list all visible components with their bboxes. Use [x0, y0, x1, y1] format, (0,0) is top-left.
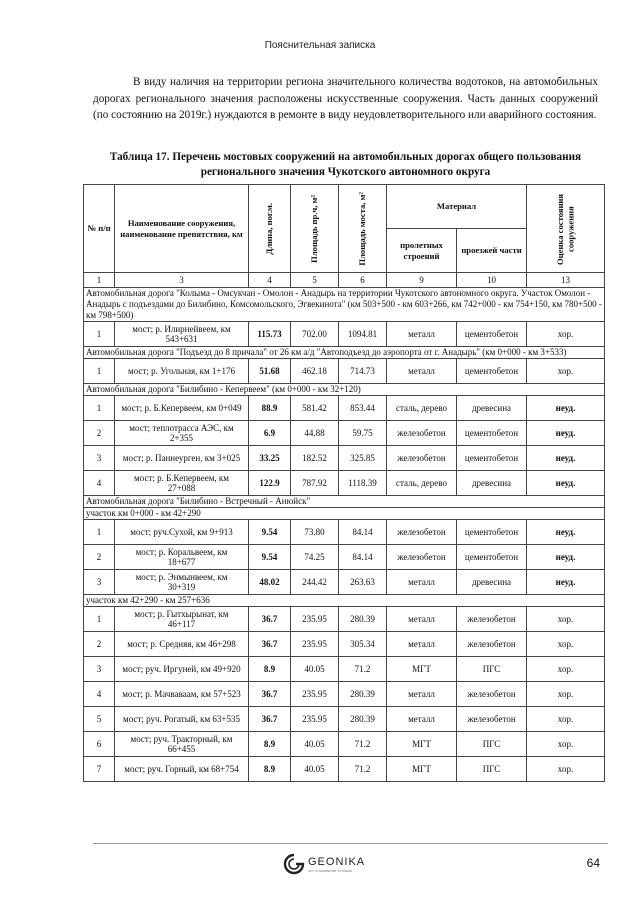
cell-num: 4 [84, 471, 115, 496]
cell-length: 51.68 [249, 359, 291, 384]
cell-area-bridge: 280.39 [339, 607, 387, 632]
col-number: 9 [387, 273, 457, 288]
table-row [84, 396, 605, 421]
cell-material-deck: ПГС [457, 732, 527, 757]
table-row [84, 682, 605, 707]
section-title: участок км 42+290 - км 257+636 [84, 595, 605, 607]
cell-area-bridge: 305.34 [339, 632, 387, 657]
page-header: Пояснительная записка [264, 40, 376, 51]
cell-length: 33.25 [249, 446, 291, 471]
cell-length: 36.7 [249, 707, 291, 732]
cell-name: мост; р. Б.Кепервеем, км 0+049 [115, 396, 249, 421]
cell-material-deck: ПГС [457, 657, 527, 682]
section-row [84, 496, 605, 508]
col-header-spans: пролетных строений [387, 229, 457, 273]
cell-material-spans: металл [387, 322, 457, 347]
cell-material-deck: цементобетон [457, 322, 527, 347]
cell-length: 8.9 [249, 757, 291, 782]
col-header-length-text: Длина, пог.м. [264, 202, 275, 255]
cell-material-deck: древесина [457, 396, 527, 421]
cell-num: 3 [84, 657, 115, 682]
cell-num: 3 [84, 570, 115, 595]
cell-material-deck: древесина [457, 570, 527, 595]
cell-name: мост; руч.Сухой, км 9+913 [115, 520, 249, 545]
cell-area-part: 235.95 [291, 707, 339, 732]
cell-material-spans: МГТ [387, 657, 457, 682]
cell-material-spans: МГТ [387, 757, 457, 782]
cell-name: мост; р. Паннеурген, км 3+025 [115, 446, 249, 471]
cell-material-deck: цементобетон [457, 545, 527, 570]
cell-area-part: 40.05 [291, 757, 339, 782]
cell-num: 5 [84, 707, 115, 732]
cell-length: 9.54 [249, 520, 291, 545]
table-row [84, 607, 605, 632]
cell-num: 1 [84, 322, 115, 347]
cell-name: мост; руч. Горный, км 68+754 [115, 757, 249, 782]
cell-condition: хор. [527, 607, 605, 632]
table-row [84, 632, 605, 657]
cell-num: 7 [84, 757, 115, 782]
col-header-condition-text: Оценка состояния сооружения [554, 192, 575, 265]
table-row [84, 471, 605, 496]
section-row [84, 595, 605, 607]
cell-condition: неуд. [527, 545, 605, 570]
cell-num: 1 [84, 396, 115, 421]
cell-num: 1 [84, 520, 115, 545]
section-row [84, 508, 605, 520]
col-header-material: Материал [387, 185, 527, 229]
col-header-area-part [291, 185, 339, 273]
table-row [84, 657, 605, 682]
col-header-length [249, 185, 291, 273]
cell-name: мост; р. Гытхырынат, км 46+117 [115, 607, 249, 632]
cell-area-part: 44.88 [291, 421, 339, 446]
cell-area-bridge: 59.75 [339, 421, 387, 446]
cell-area-bridge: 84.14 [339, 520, 387, 545]
cell-material-deck: цементобетон [457, 446, 527, 471]
cell-area-bridge: 1094.81 [339, 322, 387, 347]
cell-condition: неуд. [527, 471, 605, 496]
cell-material-deck: железобетон [457, 682, 527, 707]
col-number: 3 [115, 273, 249, 288]
cell-length: 48.02 [249, 570, 291, 595]
table-row [84, 545, 605, 570]
cell-area-part: 73.80 [291, 520, 339, 545]
cell-condition: хор. [527, 707, 605, 732]
cell-area-bridge: 71.2 [339, 757, 387, 782]
col-number: 10 [457, 273, 527, 288]
page-number: 64 [586, 856, 600, 870]
section-row [84, 288, 605, 322]
cell-area-bridge: 280.39 [339, 707, 387, 732]
footer-divider [93, 843, 608, 844]
section-row [84, 347, 605, 359]
geonika-logo [282, 852, 372, 878]
col-number: 13 [527, 273, 605, 288]
cell-material-spans: МГТ [387, 732, 457, 757]
cell-length: 36.7 [249, 632, 291, 657]
cell-area-bridge: 263.63 [339, 570, 387, 595]
table-caption: Таблица 17. Перечень мостовых сооружений на автомобильных дорогах общего пользования регионального значения Чукотского автономного округа [109, 151, 582, 178]
cell-material-spans: металл [387, 607, 457, 632]
cell-condition: неуд. [527, 570, 605, 595]
cell-length: 8.9 [249, 732, 291, 757]
cell-name: мост; теплотрасса АЭС, км 2+355 [115, 421, 249, 446]
col-header-area-bridge-text: Площадь моста, м² [357, 191, 368, 266]
table-row [84, 707, 605, 732]
cell-condition: хор. [527, 657, 605, 682]
intro-paragraph: В виду наличия на территории региона значительного количества водотоков, на автомобильных дорогах регионального значения расположены искусственные сооружения. Часть данных сооружений (по состоянию на 2019г.) нуждаются в ремонте в виду неудовлетворительного или аварийного состояния. [93, 76, 598, 121]
col-header-name: Наименование сооружения, наименование препятствия, км [115, 185, 249, 273]
cell-condition: хор. [527, 757, 605, 782]
cell-name: мост; р. Угольная, км 1+176 [115, 359, 249, 384]
cell-area-bridge: 280.39 [339, 682, 387, 707]
cell-material-spans: сталь, дерево [387, 396, 457, 421]
logo-tagline: CITY & TRANSPORT SYSTEMS [308, 869, 352, 873]
cell-material-spans: металл [387, 359, 457, 384]
cell-area-bridge: 71.2 [339, 732, 387, 757]
cell-condition: хор. [527, 359, 605, 384]
cell-area-part: 235.95 [291, 607, 339, 632]
table-row [84, 520, 605, 545]
section-title: участок км 0+000 - км 42+290 [84, 508, 605, 520]
cell-num: 3 [84, 446, 115, 471]
cell-material-deck: цементобетон [457, 421, 527, 446]
cell-length: 122.9 [249, 471, 291, 496]
cell-length: 8.9 [249, 657, 291, 682]
cell-area-bridge: 853.44 [339, 396, 387, 421]
cell-area-part: 182.52 [291, 446, 339, 471]
cell-num: 6 [84, 732, 115, 757]
cell-area-part: 74.25 [291, 545, 339, 570]
cell-condition: хор. [527, 732, 605, 757]
cell-area-part: 462.18 [291, 359, 339, 384]
cell-length: 6.9 [249, 421, 291, 446]
cell-material-deck: цементобетон [457, 520, 527, 545]
cell-name: мост; р. Мачваваам, км 57+523 [115, 682, 249, 707]
col-header-condition [527, 185, 605, 273]
table-row [84, 322, 605, 347]
table-row [84, 757, 605, 782]
cell-material-deck: ПГС [457, 757, 527, 782]
cell-condition: неуд. [527, 421, 605, 446]
col-header-deck: проезжей части [457, 229, 527, 273]
cell-material-deck: железобетон [457, 707, 527, 732]
cell-name: мост; р. Б.Кепервеем, км 27+088 [115, 471, 249, 496]
section-title: Автомобильная дорога "Билибино - Встречный - Анюйск" [84, 496, 605, 508]
section-title: Автомобильная дорога "Колыма - Омсукчан - Омолон - Анадырь на территории Чукотского автономного округа. Участок Омолон - Анадырь с подъездами до Билибино, Комсомольского, Эгвекинота" (км 503+500 - км 603+266, км 742+000 - км 754+150, км 780+500 - км 798+500) [84, 288, 605, 322]
cell-num: 2 [84, 632, 115, 657]
cell-material-spans: металл [387, 682, 457, 707]
cell-area-part: 581.42 [291, 396, 339, 421]
cell-material-deck: железобетон [457, 607, 527, 632]
section-row [84, 384, 605, 396]
cell-area-part: 40.05 [291, 657, 339, 682]
cell-num: 1 [84, 359, 115, 384]
table-body [84, 288, 605, 782]
cell-name: мост; р. Коральвеем, км 18+677 [115, 545, 249, 570]
cell-area-part: 787.92 [291, 471, 339, 496]
cell-material-deck: древесина [457, 471, 527, 496]
cell-material-spans: металл [387, 570, 457, 595]
cell-material-deck: железобетон [457, 632, 527, 657]
cell-condition: хор. [527, 322, 605, 347]
cell-material-spans: металл [387, 707, 457, 732]
cell-name: мост; руч. Иргуней, км 49+920 [115, 657, 249, 682]
cell-material-deck: цементобетон [457, 359, 527, 384]
cell-material-spans: железобетон [387, 520, 457, 545]
cell-area-part: 235.95 [291, 632, 339, 657]
col-number: 5 [291, 273, 339, 288]
table-row [84, 570, 605, 595]
section-title: Автомобильная дорога "Подъезд до 8 причала" от 26 км а/д "Автоподъезд до аэропорта от г. Анадырь" (км 0+000 - км 3+533) [84, 347, 605, 359]
table-row [84, 732, 605, 757]
cell-condition: хор. [527, 632, 605, 657]
cell-material-spans: железобетон [387, 421, 457, 446]
column-numbers-row [84, 273, 605, 288]
col-header-area-part-text: Площадь пр.ч, м² [309, 194, 320, 263]
cell-material-spans: сталь, дерево [387, 471, 457, 496]
col-number: 1 [84, 273, 115, 288]
cell-material-spans: металл [387, 632, 457, 657]
cell-name: мост; р. Энмынвеем, км 30+319 [115, 570, 249, 595]
cell-length: 115.73 [249, 322, 291, 347]
cell-length: 9.54 [249, 545, 291, 570]
table-row [84, 359, 605, 384]
cell-condition: неуд. [527, 446, 605, 471]
geonika-logo-icon [282, 852, 306, 876]
logo-text: GEONIKA [308, 856, 366, 868]
cell-area-part: 702.00 [291, 322, 339, 347]
cell-condition: хор. [527, 682, 605, 707]
cell-length: 88.9 [249, 396, 291, 421]
table-row [84, 421, 605, 446]
cell-num: 2 [84, 545, 115, 570]
cell-name: мост; руч. Тракторный, км 66+455 [115, 732, 249, 757]
cell-condition: неуд. [527, 520, 605, 545]
cell-material-spans: железобетон [387, 446, 457, 471]
bridges-table [83, 184, 605, 782]
col-number: 6 [339, 273, 387, 288]
col-header-area-bridge [339, 185, 387, 273]
cell-area-bridge: 714.73 [339, 359, 387, 384]
cell-name: мост; р. Илирнейвеем, км 543+631 [115, 322, 249, 347]
cell-material-spans: железобетон [387, 545, 457, 570]
cell-condition: неуд. [527, 396, 605, 421]
col-number: 4 [249, 273, 291, 288]
cell-area-part: 40.05 [291, 732, 339, 757]
cell-area-bridge: 84.14 [339, 545, 387, 570]
table-row [84, 446, 605, 471]
cell-area-part: 235.95 [291, 682, 339, 707]
cell-num: 1 [84, 607, 115, 632]
col-header-num: № п/п [84, 185, 115, 273]
cell-area-part: 244.42 [291, 570, 339, 595]
cell-length: 36.7 [249, 607, 291, 632]
cell-area-bridge: 1118.39 [339, 471, 387, 496]
cell-length: 36.7 [249, 682, 291, 707]
cell-name: мост; р. Средняя, км 46+298 [115, 632, 249, 657]
cell-num: 4 [84, 682, 115, 707]
cell-name: мост; руч. Рогатый, км 63+535 [115, 707, 249, 732]
section-title: Автомобильная дорога "Билибино - Кепервеем" (км 0+000 - км 32+120) [84, 384, 605, 396]
cell-num: 2 [84, 421, 115, 446]
cell-area-bridge: 71.2 [339, 657, 387, 682]
cell-area-bridge: 325.85 [339, 446, 387, 471]
